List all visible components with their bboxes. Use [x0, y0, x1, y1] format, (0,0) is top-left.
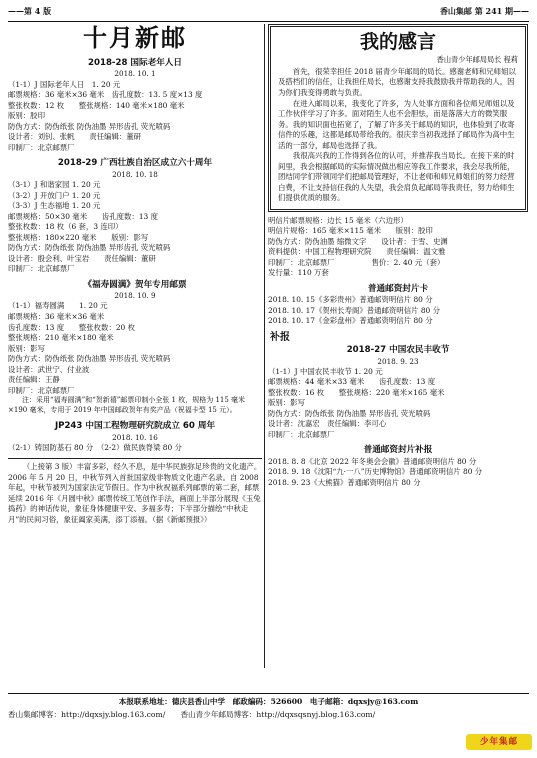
- info-line: 整张规格：180×220 毫米 版别：影写: [8, 232, 149, 242]
- info-line: 2018. 8. 8《北京 2022 年冬奥会会徽》普通邮资明信片 80 分: [268, 456, 477, 466]
- info-line: 邮票规格：50×30 毫米 齿孔度数：13 度: [8, 211, 158, 221]
- info-line: 邮票规格：36 毫米×36 毫米 齿孔度数：13. 5 度×13 度: [8, 90, 203, 100]
- section-postal-cards: [268, 284, 528, 327]
- info-line: （1-1）福寿圆满 1. 20 元: [8, 301, 108, 311]
- young-philately-logo: 少年集邮: [466, 734, 532, 750]
- issue-date: 2018. 10. 18: [112, 169, 158, 179]
- footer-rule: [8, 693, 529, 694]
- info-line: 明信片规格：165 毫米×115 毫米 版别：胶印: [268, 226, 433, 236]
- info-line: 2018. 9. 18《沈阳“九·一八”历史博物馆》普通邮资明信片 80 分: [268, 467, 483, 477]
- info-line: 印制厂：北京邮票厂 售价：2. 40 元（套）: [268, 257, 445, 267]
- info-line: （3-2）J 开放门户 1. 20 元: [8, 190, 101, 200]
- info-line: 邮票规格：36 毫米×36 毫米: [8, 312, 105, 321]
- info-line: 印制厂：北京邮票厂: [8, 142, 75, 152]
- info-line: 整张枚数：18 枚（6 套，3 连印）: [8, 222, 123, 232]
- info-line: 责任编辑：王静: [8, 375, 60, 385]
- essay-paragraph: （上接第 3 版）丰富多彩，经久不息，是中华民族弥足珍贵的文化遗产。2006 年 5 月 20 日，中秋节列入首批国家级非物质文化遗产名录。自 2008 年起，中秋节被列为国家法定节假日。作为中秋祝福系列邮票的第二套，邮票延续 2016 年《月圆中秋》邮票传统工笔创作手法，画面上半部分展现《玉兔捣药》的神话传说，象征身体健康平安、多福多寿；下半部分描绘“中秋走月”的民间习俗，象征阖家美满，添丁添福。（据《新邮预报》）: [8, 462, 262, 524]
- info-line: 资料提供：中国工程物理研究院 责任编辑：温文雅: [268, 247, 446, 257]
- section-caep: [8, 421, 262, 453]
- info-line: 2018. 10. 17《贺州长寿阁》普通邮资明信片 80 分: [268, 305, 440, 315]
- supplement-heading: [268, 331, 528, 345]
- info-line: 邮票规格：44 毫米×33 毫米 齿孔度数：13 度: [268, 377, 436, 387]
- section-title: 2018-27 中国农民丰收节: [346, 344, 450, 355]
- section-title: 《福寿圆满》贺年专用邮票: [83, 279, 187, 290]
- testimonial-box: [268, 24, 528, 212]
- testimonial-byline: 香山青少年邮局局长 程莉: [436, 54, 518, 64]
- info-line: （3-1）J 和谐家园 1. 20 元: [8, 180, 101, 190]
- header-rule: [8, 21, 529, 22]
- section-title: 2018-28 国际老年人日: [88, 57, 182, 68]
- info-line: （1-1）J 国际老年人日 1. 20 元: [8, 79, 121, 89]
- info-line: 印制厂：北京邮票厂: [268, 429, 335, 439]
- issue-date: 2018. 10. 9: [114, 291, 156, 301]
- note-paragraph: 注：采用“福寿圆满”和“贺新禧”邮票印制小全张 1 枚，规格为 115 毫米×190 毫米，专用于 2019 年中国邮政贺年有奖产品（祝福卡型 15 元）。: [8, 396, 246, 415]
- caep-continued: [268, 216, 528, 279]
- header-issue-left: ——第 4 版: [8, 6, 52, 16]
- info-line: 防伪方式：防伪纸张 防伪油墨 异形齿孔 荧光喷码: [8, 354, 171, 364]
- issue-date: 2018. 10. 1: [114, 69, 156, 79]
- section-title: 普通邮资封片卡: [367, 283, 429, 294]
- info-line: 2018. 10. 15《多彩贵州》普通邮资明信片 80 分: [268, 295, 433, 305]
- testimonial-title: 我的感言: [359, 31, 436, 53]
- section-title: 2018-29 广西壮族自治区成立六十周年: [57, 158, 213, 169]
- info-line: （2-1）铸国防基石 80 分 （2-2）做民族脊梁 80 分: [8, 442, 182, 452]
- supplement-label: 补报: [270, 331, 290, 343]
- column-divider: [264, 24, 265, 668]
- info-line: 设计者：沈嘉宏 责任编辑：李可心: [268, 419, 387, 429]
- new-stamps-title: 十月新邮: [83, 24, 187, 52]
- info-line: （1-1）J 中国农民丰收节 1. 20 元: [268, 366, 383, 376]
- info-line: 印制厂：北京邮票厂: [8, 385, 75, 395]
- info-line: 设计者：殷会利、叶宝岩 责任编辑：董研: [8, 253, 156, 263]
- info-line: 防伪方式：防伪油墨 缩微文字 设计者：于雪、史渊: [268, 236, 448, 246]
- section-fushou: [8, 280, 262, 416]
- info-line: 版别：影写: [268, 398, 305, 408]
- section-title: 普通邮资封片补报: [363, 445, 433, 456]
- info-line: 防伪方式：防伪纸张 防伪油墨 异形齿孔 荧光喷码: [8, 121, 171, 131]
- info-line: 2018. 9. 23《大熊猫》普通邮资明信片 80 分: [268, 477, 421, 487]
- section-guangxi: [8, 158, 262, 274]
- page-header: [8, 6, 529, 20]
- info-line: 设计者：刘钊、张帆 责任编辑：董研: [8, 132, 142, 142]
- info-line: 防伪方式：防伪纸张 防伪油墨 异形齿孔 荧光喷码: [268, 408, 431, 418]
- essay-block: [8, 458, 262, 525]
- issue-date: 2018. 10. 16: [112, 432, 158, 442]
- testimonial-paragraph: 我很高兴我的工作得到各位的认可，并推荐我当局长。在接下来的时间里，我会根据邮局的实际情况做出相应等我工作要求，我会尽我所能，团结同学们带领同学们把邮局管理好，不让老师和师兄师姐们的努力经营白费，不让支持信任我的人失望，我会肩负起邮局等我责任，努力给师生们提供优质的服务。: [278, 151, 515, 203]
- footer-blogs: 香山集邮博客：http://dqxsjy.blog.163.com/ 香山青少年邮局博客：http://dqxsqsnyj.blog.163.com/: [8, 710, 376, 719]
- section-harvest-festival: [268, 345, 528, 440]
- issue-date: 2018. 9. 23: [377, 356, 419, 366]
- testimonial-paragraph: 在进入邮局以来，我变化了许多，为人处事方面和各位师兄师姐以及工作伙伴学习了许多。面对陌生人也不会胆怯，而是落落大方的微笑服务。我的知识面也拓宽了，了解了许多关于邮局的知识，也体验到了收寄信件的乐趣，这都是邮局带给我的。很庆幸当初我选择了邮局作为高中生活的一部分，邮局也选择了我。: [278, 98, 515, 150]
- info-line: （3-3）J 生态福地 1. 20 元: [8, 201, 101, 211]
- info-line: 版别：胶印: [8, 111, 45, 121]
- footer-contact: 本报联系地址：德庆县香山中学 邮政编码：526600 电子邮箱：dqxsjy@163.com: [118, 697, 419, 706]
- right-column: [268, 24, 528, 684]
- info-line: 印制厂：北京邮票厂: [8, 264, 75, 274]
- header-issue-right: 香山集邮 第 241 期——: [439, 6, 529, 16]
- info-line: 齿孔度数：13 度 整张枚数：20 枚: [8, 322, 135, 332]
- left-column: [8, 24, 262, 684]
- info-line: 明信片邮票规格：边长 15 毫米（六边形）: [268, 215, 408, 225]
- section-card-supplement: [268, 445, 528, 488]
- info-line: 整张枚数：16 枚 整张规格：220 毫米×165 毫米: [268, 387, 445, 397]
- info-line: 版别：影写: [8, 343, 45, 353]
- section-elderly-day: [8, 58, 262, 153]
- info-line: 防伪方式：防伪纸张 防伪油墨 异形齿孔 荧光喷码: [8, 243, 171, 253]
- info-line: 设计者：武世宁、付业波: [8, 364, 90, 374]
- testimonial-paragraph: 首先，很荣幸担任 2018 届青少年邮局的局长。感谢老师和兄师姐以及搭档们的信任，让我担任局长，也感谢支持我鼓励我并帮助我的人，因为你们我变得勇敢与负责。: [278, 66, 516, 97]
- info-line: 发行量：110 万套: [268, 268, 329, 278]
- info-line: 整张枚数：12 枚 整张规格：140 毫米×180 毫米: [8, 100, 185, 110]
- info-line: 整张规格：210 毫米×180 毫米: [8, 333, 114, 343]
- section-title: JP243 中国工程物理研究院成立 60 周年: [54, 421, 216, 431]
- info-line: 2018. 10. 17《金彩盘州》普通邮资明信片 80 分: [268, 316, 433, 326]
